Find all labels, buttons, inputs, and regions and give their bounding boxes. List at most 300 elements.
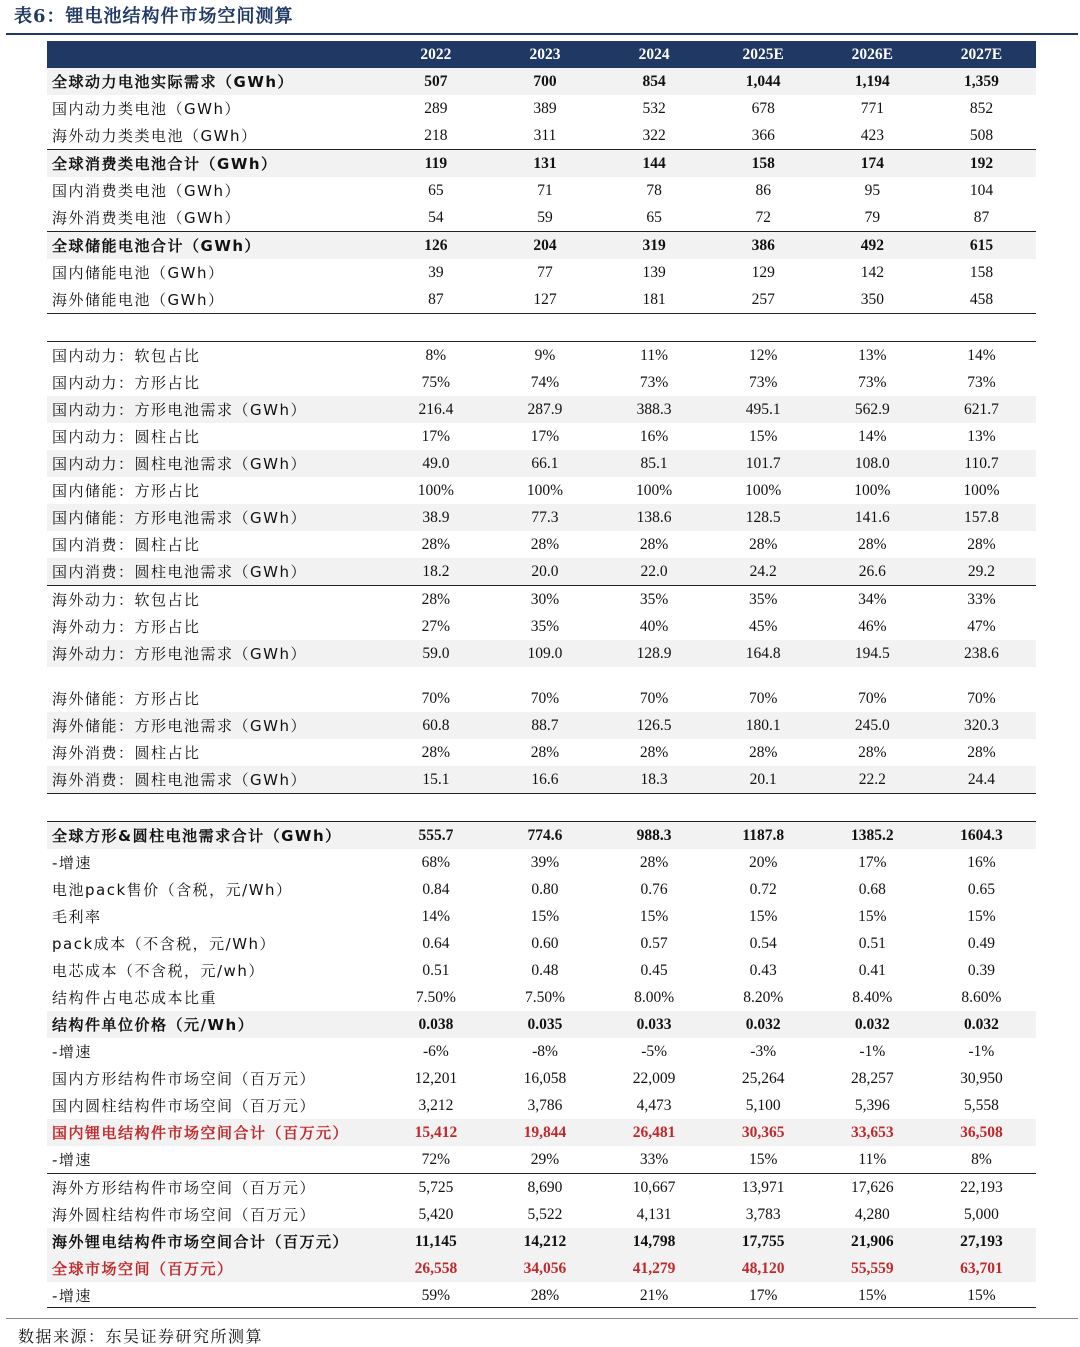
- value-cell: 0.64: [422, 934, 450, 952]
- value-cell: 8.00%: [634, 988, 675, 1006]
- row-label: 全球市场空间（百万元）: [47, 1255, 381, 1282]
- value-cell: 5,725: [381, 1174, 490, 1202]
- value-cell: 423: [860, 126, 884, 144]
- spacer-row: [47, 314, 1036, 342]
- row-label: 国内储能电池（GWh）: [52, 264, 225, 282]
- value-cell: 28%: [858, 743, 887, 761]
- value-cell: 59.0: [381, 640, 490, 667]
- header-cell: 2027E: [927, 41, 1036, 68]
- value-cell: 28%: [530, 1286, 560, 1304]
- value-cell: -3%: [750, 1042, 777, 1060]
- value-cell: 24.4: [927, 766, 1036, 794]
- table-row: [47, 586, 1036, 614]
- row-label: pack成本（不含税，元/Wh）: [52, 935, 277, 953]
- value-cell: 0.80: [531, 880, 559, 898]
- row-label: 国内动力类电池（GWh）: [52, 100, 241, 118]
- value-cell: 1,359: [927, 68, 1036, 95]
- row-label: 国内锂电结构件市场空间合计（百万元）: [47, 1119, 381, 1146]
- value-cell: 85.1: [600, 450, 709, 477]
- value-cell: 33%: [639, 1150, 669, 1168]
- value-cell: 389: [533, 99, 557, 117]
- value-cell: 1187.8: [709, 822, 818, 850]
- value-cell: 72: [755, 208, 771, 226]
- value-cell: 350: [818, 286, 927, 314]
- value-cell: 17%: [858, 853, 887, 871]
- value-cell: 0.48: [531, 961, 559, 979]
- value-cell: 26.6: [818, 558, 927, 586]
- table-body: [47, 68, 1036, 1309]
- row-label: 电池pack售价（含税，元/Wh）: [52, 881, 293, 899]
- value-cell: 60.8: [381, 712, 490, 739]
- row-label: 海外动力类类电池（GWh）: [52, 127, 258, 145]
- value-cell: 4,473: [636, 1096, 672, 1114]
- value-cell: 17%: [421, 427, 451, 445]
- value-cell: 366: [751, 126, 775, 144]
- table-row: [47, 1065, 1036, 1092]
- value-cell: 70%: [530, 689, 560, 707]
- value-cell: 4,131: [636, 1205, 672, 1223]
- value-cell: 100%: [963, 481, 1000, 499]
- table-row: [47, 903, 1036, 930]
- value-cell: 127: [490, 286, 599, 314]
- value-cell: 77: [537, 263, 553, 281]
- value-cell: 0.032: [709, 1011, 818, 1038]
- value-cell: 8%: [381, 342, 490, 370]
- value-cell: 5,420: [418, 1205, 454, 1223]
- value-cell: 20.0: [490, 558, 599, 586]
- value-cell: 100%: [417, 481, 454, 499]
- row-label: 海外储能电池（GWh）: [47, 286, 381, 314]
- value-cell: 65: [646, 208, 662, 226]
- table-row: [47, 68, 1036, 95]
- value-cell: 388.3: [600, 396, 709, 423]
- value-cell: 36,508: [927, 1119, 1036, 1146]
- value-cell: 0.39: [967, 961, 995, 979]
- row-label: -增速: [52, 1151, 92, 1169]
- value-cell: 48,120: [709, 1255, 818, 1282]
- value-cell: 21,906: [818, 1228, 927, 1255]
- value-cell: -8%: [532, 1042, 558, 1060]
- value-cell: 7.50%: [524, 988, 566, 1006]
- value-cell: 245.0: [818, 712, 927, 739]
- value-cell: 70%: [967, 689, 996, 707]
- value-cell: 38.9: [381, 504, 490, 531]
- value-cell: 10,667: [600, 1174, 709, 1202]
- value-cell: 0.032: [818, 1011, 927, 1038]
- table-row: [47, 1201, 1036, 1228]
- value-cell: 45%: [749, 617, 778, 635]
- value-cell: 0.41: [858, 961, 886, 979]
- value-cell: 8.40%: [852, 988, 893, 1006]
- value-cell: 15%: [858, 1286, 887, 1304]
- value-cell: 63,701: [927, 1255, 1036, 1282]
- value-cell: 17%: [749, 1286, 778, 1304]
- value-cell: 621.7: [927, 396, 1036, 423]
- value-cell: 0.51: [858, 934, 886, 952]
- row-label: 国内动力：软包占比: [47, 342, 381, 370]
- table-row: [47, 1174, 1036, 1202]
- table-row: [47, 876, 1036, 903]
- value-cell: 18.2: [381, 558, 490, 586]
- value-cell: 34%: [818, 586, 927, 614]
- row-label: 电芯成本（不含税，元/wh）: [52, 962, 265, 980]
- value-cell: 100%: [636, 481, 673, 499]
- value-cell: 20%: [749, 853, 778, 871]
- value-cell: 0.038: [381, 1011, 490, 1038]
- value-cell: 508: [969, 126, 994, 144]
- value-cell: 15%: [749, 427, 778, 445]
- table-row: [47, 423, 1036, 450]
- value-cell: 555.7: [381, 822, 490, 850]
- value-cell: 119: [381, 150, 490, 178]
- value-cell: 8,690: [490, 1174, 599, 1202]
- table-row: [47, 1255, 1036, 1282]
- table-row: [47, 95, 1036, 122]
- value-cell: 22,193: [927, 1174, 1036, 1202]
- value-cell: 49.0: [381, 450, 490, 477]
- table-row: [47, 957, 1036, 984]
- table-row: [47, 369, 1036, 396]
- value-cell: 100%: [526, 481, 564, 499]
- value-cell: 30%: [490, 586, 599, 614]
- value-cell: 0.51: [422, 961, 450, 979]
- table-row: [47, 150, 1036, 178]
- value-cell: 678: [751, 99, 775, 117]
- value-cell: 28%: [639, 535, 669, 553]
- row-label: -增速: [52, 1043, 92, 1061]
- value-cell: -6%: [422, 1042, 449, 1060]
- row-label: 国内储能：方形占比: [52, 482, 201, 500]
- value-cell: 507: [381, 68, 490, 95]
- value-cell: 14%: [927, 342, 1036, 370]
- value-cell: 164.8: [709, 640, 818, 667]
- spacer-row: [47, 794, 1036, 822]
- spacer-cell: [47, 794, 1036, 822]
- row-label: 全球消费类电池合计（GWh）: [47, 150, 381, 178]
- value-cell: 1,044: [709, 68, 818, 95]
- value-cell: 319: [600, 232, 709, 260]
- data-source-note: 数据来源：东吴证券研究所测算: [18, 1327, 264, 1346]
- table-row: [47, 232, 1036, 260]
- value-cell: 11%: [600, 342, 709, 370]
- value-cell: 386: [709, 232, 818, 260]
- value-cell: 30,365: [709, 1119, 818, 1146]
- value-cell: 70%: [639, 689, 669, 707]
- value-cell: 0.032: [927, 1011, 1036, 1038]
- value-cell: 15.1: [381, 766, 490, 794]
- row-label: 海外圆柱结构件市场空间（百万元）: [52, 1206, 317, 1224]
- value-cell: 59: [537, 208, 553, 226]
- table-row: [47, 1092, 1036, 1119]
- value-cell: 532: [642, 99, 666, 117]
- value-cell: 15%: [858, 907, 887, 925]
- table-row: [47, 849, 1036, 876]
- value-cell: 71: [537, 181, 553, 199]
- value-cell: 29%: [530, 1150, 560, 1168]
- value-cell: 108.0: [818, 450, 927, 477]
- value-cell: 16.6: [490, 766, 599, 794]
- value-cell: 73%: [858, 373, 887, 391]
- value-cell: 5,000: [964, 1205, 999, 1223]
- table-title: 表6：锂电池结构件市场空间测算: [14, 6, 294, 27]
- header-cell: 2022: [381, 41, 490, 68]
- value-cell: 55,559: [818, 1255, 927, 1282]
- value-cell: 7.50%: [415, 988, 456, 1006]
- value-cell: 771: [860, 99, 884, 117]
- row-label: 国内圆柱结构件市场空间（百万元）: [52, 1097, 317, 1115]
- value-cell: 16%: [639, 427, 669, 445]
- header-cell: 2025E: [709, 41, 818, 68]
- value-cell: 28%: [967, 743, 996, 761]
- value-cell: 5,100: [745, 1096, 781, 1114]
- value-cell: 3,783: [745, 1205, 781, 1223]
- table-row: [47, 685, 1036, 712]
- table-row: [47, 1146, 1036, 1174]
- value-cell: 8%: [971, 1150, 992, 1168]
- value-cell: 492: [818, 232, 927, 260]
- row-label: 国内动力：方形占比: [52, 374, 201, 392]
- table-row: [47, 177, 1036, 204]
- header-cell: 2024: [600, 41, 709, 68]
- value-cell: 14%: [421, 907, 451, 925]
- value-cell: 41,279: [600, 1255, 709, 1282]
- value-cell: 1385.2: [818, 822, 927, 850]
- table-row: [47, 504, 1036, 531]
- value-cell: 73%: [639, 373, 669, 391]
- value-cell: 158: [709, 150, 818, 178]
- header-cell: 2023: [490, 41, 599, 68]
- value-cell: 79: [864, 208, 881, 226]
- value-cell: 110.7: [927, 450, 1036, 477]
- value-cell: 35%: [709, 586, 818, 614]
- value-cell: 28%: [858, 535, 887, 553]
- value-cell: 70%: [421, 689, 451, 707]
- value-cell: 257: [709, 286, 818, 314]
- value-cell: 13%: [967, 427, 996, 445]
- table-row: [47, 558, 1036, 586]
- value-cell: 95: [864, 181, 881, 199]
- value-cell: 87: [381, 286, 490, 314]
- value-cell: 287.9: [490, 396, 599, 423]
- value-cell: 15%: [967, 1286, 996, 1304]
- value-cell: 17%: [530, 427, 560, 445]
- value-cell: 14,212: [490, 1228, 599, 1255]
- value-cell: 0.68: [858, 880, 886, 898]
- table-row: [47, 286, 1036, 314]
- value-cell: 3,212: [418, 1096, 454, 1114]
- value-cell: 54: [428, 208, 444, 226]
- value-cell: 0.65: [967, 880, 995, 898]
- value-cell: 109.0: [490, 640, 599, 667]
- market-space-table: [47, 41, 1036, 1309]
- row-label: 结构件单位价格（元/Wh）: [47, 1011, 381, 1038]
- row-label: 海外消费类电池（GWh）: [52, 209, 241, 227]
- value-cell: 0.033: [600, 1011, 709, 1038]
- value-cell: -1%: [859, 1042, 886, 1060]
- row-label: 海外储能：方形电池需求（GWh）: [47, 712, 381, 739]
- row-label: -增速: [52, 1287, 92, 1305]
- table-row: [47, 1119, 1036, 1146]
- value-cell: 495.1: [709, 396, 818, 423]
- value-cell: -1%: [968, 1042, 995, 1060]
- value-cell: 15%: [749, 907, 778, 925]
- value-cell: 0.72: [749, 880, 777, 898]
- value-cell: 4,280: [854, 1205, 890, 1223]
- value-cell: 65: [428, 181, 444, 199]
- value-cell: 14,798: [600, 1228, 709, 1255]
- row-label: -增速: [52, 854, 92, 872]
- value-cell: 311: [533, 126, 557, 144]
- value-cell: 322: [642, 126, 666, 144]
- value-cell: 8.20%: [743, 988, 784, 1006]
- value-cell: 0.54: [749, 934, 777, 952]
- row-label: 结构件占电芯成本比重: [52, 989, 218, 1007]
- value-cell: 28%: [749, 535, 778, 553]
- table-row: [47, 1038, 1036, 1065]
- value-cell: 852: [969, 99, 994, 117]
- value-cell: 22,009: [632, 1069, 676, 1087]
- value-cell: 0.57: [640, 934, 668, 952]
- value-cell: 0.76: [640, 880, 668, 898]
- value-cell: 0.49: [967, 934, 995, 952]
- value-cell: 74%: [530, 373, 560, 391]
- row-label: 国内动力：圆柱占比: [52, 428, 201, 446]
- value-cell: 8.60%: [961, 988, 1002, 1006]
- value-cell: 0.84: [422, 880, 450, 898]
- value-cell: 238.6: [927, 640, 1036, 667]
- value-cell: 158: [969, 263, 994, 281]
- value-cell: 11%: [858, 1150, 887, 1168]
- value-cell: 12,201: [414, 1069, 458, 1087]
- value-cell: 15%: [530, 907, 560, 925]
- value-cell: 5,558: [964, 1096, 999, 1114]
- value-cell: 204: [490, 232, 599, 260]
- value-cell: 68%: [421, 853, 451, 871]
- header-row: [47, 41, 1036, 68]
- value-cell: 458: [927, 286, 1036, 314]
- value-cell: 13,971: [709, 1174, 818, 1202]
- value-cell: 28%: [421, 743, 451, 761]
- value-cell: 16,058: [523, 1069, 567, 1087]
- row-label: 海外锂电结构件市场空间合计（百万元）: [47, 1228, 381, 1255]
- value-cell: 30,950: [960, 1069, 1003, 1087]
- value-cell: 25,264: [741, 1069, 785, 1087]
- row-label: 国内动力：方形电池需求（GWh）: [47, 396, 381, 423]
- row-label: 海外方形结构件市场空间（百万元）: [47, 1174, 381, 1202]
- value-cell: 33,653: [818, 1119, 927, 1146]
- value-cell: 35%: [600, 586, 709, 614]
- value-cell: 19,844: [490, 1119, 599, 1146]
- value-cell: 854: [600, 68, 709, 95]
- table-row: [47, 712, 1036, 739]
- value-cell: 15,412: [381, 1119, 490, 1146]
- value-cell: 70%: [749, 689, 778, 707]
- value-cell: 0.035: [490, 1011, 599, 1038]
- row-label: 全球方形&圆柱电池需求合计（GWh）: [47, 822, 381, 850]
- value-cell: 28%: [639, 743, 669, 761]
- row-label: 海外动力：方形占比: [52, 618, 201, 636]
- value-cell: 27,193: [927, 1228, 1036, 1255]
- value-cell: 180.1: [709, 712, 818, 739]
- value-cell: 15%: [967, 907, 996, 925]
- value-cell: 73%: [749, 373, 778, 391]
- table-row: [47, 1228, 1036, 1255]
- value-cell: 66.1: [490, 450, 599, 477]
- table-bottom-rule: [47, 1307, 1036, 1308]
- value-cell: 289: [424, 99, 448, 117]
- table-row: [47, 984, 1036, 1011]
- value-cell: 144: [600, 150, 709, 178]
- row-label: 海外动力：方形电池需求（GWh）: [47, 640, 381, 667]
- value-cell: 27%: [421, 617, 451, 635]
- value-cell: 988.3: [600, 822, 709, 850]
- value-cell: 70%: [858, 689, 887, 707]
- value-cell: 26,481: [600, 1119, 709, 1146]
- table-row: [47, 450, 1036, 477]
- value-cell: 16%: [967, 853, 996, 871]
- value-cell: 192: [927, 150, 1036, 178]
- row-label: 毛利率: [52, 908, 102, 926]
- value-cell: 615: [927, 232, 1036, 260]
- value-cell: 28%: [639, 853, 669, 871]
- table-row: [47, 1011, 1036, 1038]
- value-cell: 29.2: [927, 558, 1036, 586]
- value-cell: 0.45: [640, 961, 668, 979]
- value-cell: 28%: [967, 535, 996, 553]
- value-cell: 101.7: [709, 450, 818, 477]
- value-cell: 39%: [530, 853, 560, 871]
- table-row: [47, 342, 1036, 370]
- value-cell: 181: [600, 286, 709, 314]
- value-cell: 320.3: [927, 712, 1036, 739]
- value-cell: 0.60: [531, 934, 559, 952]
- value-cell: 28%: [530, 535, 560, 553]
- row-label: 海外储能：方形占比: [52, 690, 201, 708]
- row-label: 国内方形结构件市场空间（百万元）: [52, 1070, 317, 1088]
- table-row: [47, 204, 1036, 232]
- table-row: [47, 822, 1036, 850]
- value-cell: 28%: [749, 743, 778, 761]
- row-label: 海外动力：软包占比: [47, 586, 381, 614]
- value-cell: 128.9: [600, 640, 709, 667]
- value-cell: 9%: [490, 342, 599, 370]
- row-label: 国内消费：圆柱电池需求（GWh）: [47, 558, 381, 586]
- value-cell: 129: [751, 263, 775, 281]
- source-divider: [6, 1318, 1078, 1319]
- value-cell: 47%: [967, 617, 996, 635]
- row-label: 海外消费：圆柱电池需求（GWh）: [47, 766, 381, 794]
- value-cell: 138.6: [600, 504, 709, 531]
- value-cell: 142: [860, 263, 884, 281]
- value-cell: 22.0: [600, 558, 709, 586]
- value-cell: 126.5: [600, 712, 709, 739]
- value-cell: 100%: [854, 481, 891, 499]
- value-cell: 14%: [858, 427, 887, 445]
- value-cell: 5,396: [854, 1096, 890, 1114]
- value-cell: 100%: [745, 481, 782, 499]
- value-cell: 174: [818, 150, 927, 178]
- row-label: 国内消费类电池（GWh）: [52, 182, 241, 200]
- value-cell: 39: [428, 263, 444, 281]
- row-label: 海外消费：圆柱占比: [52, 744, 201, 762]
- value-cell: 15%: [639, 907, 669, 925]
- value-cell: 131: [490, 150, 599, 178]
- value-cell: 0.43: [749, 961, 777, 979]
- value-cell: 12%: [709, 342, 818, 370]
- value-cell: 21%: [639, 1286, 669, 1304]
- value-cell: 104: [969, 181, 994, 199]
- row-label: 国内消费：圆柱占比: [52, 536, 201, 554]
